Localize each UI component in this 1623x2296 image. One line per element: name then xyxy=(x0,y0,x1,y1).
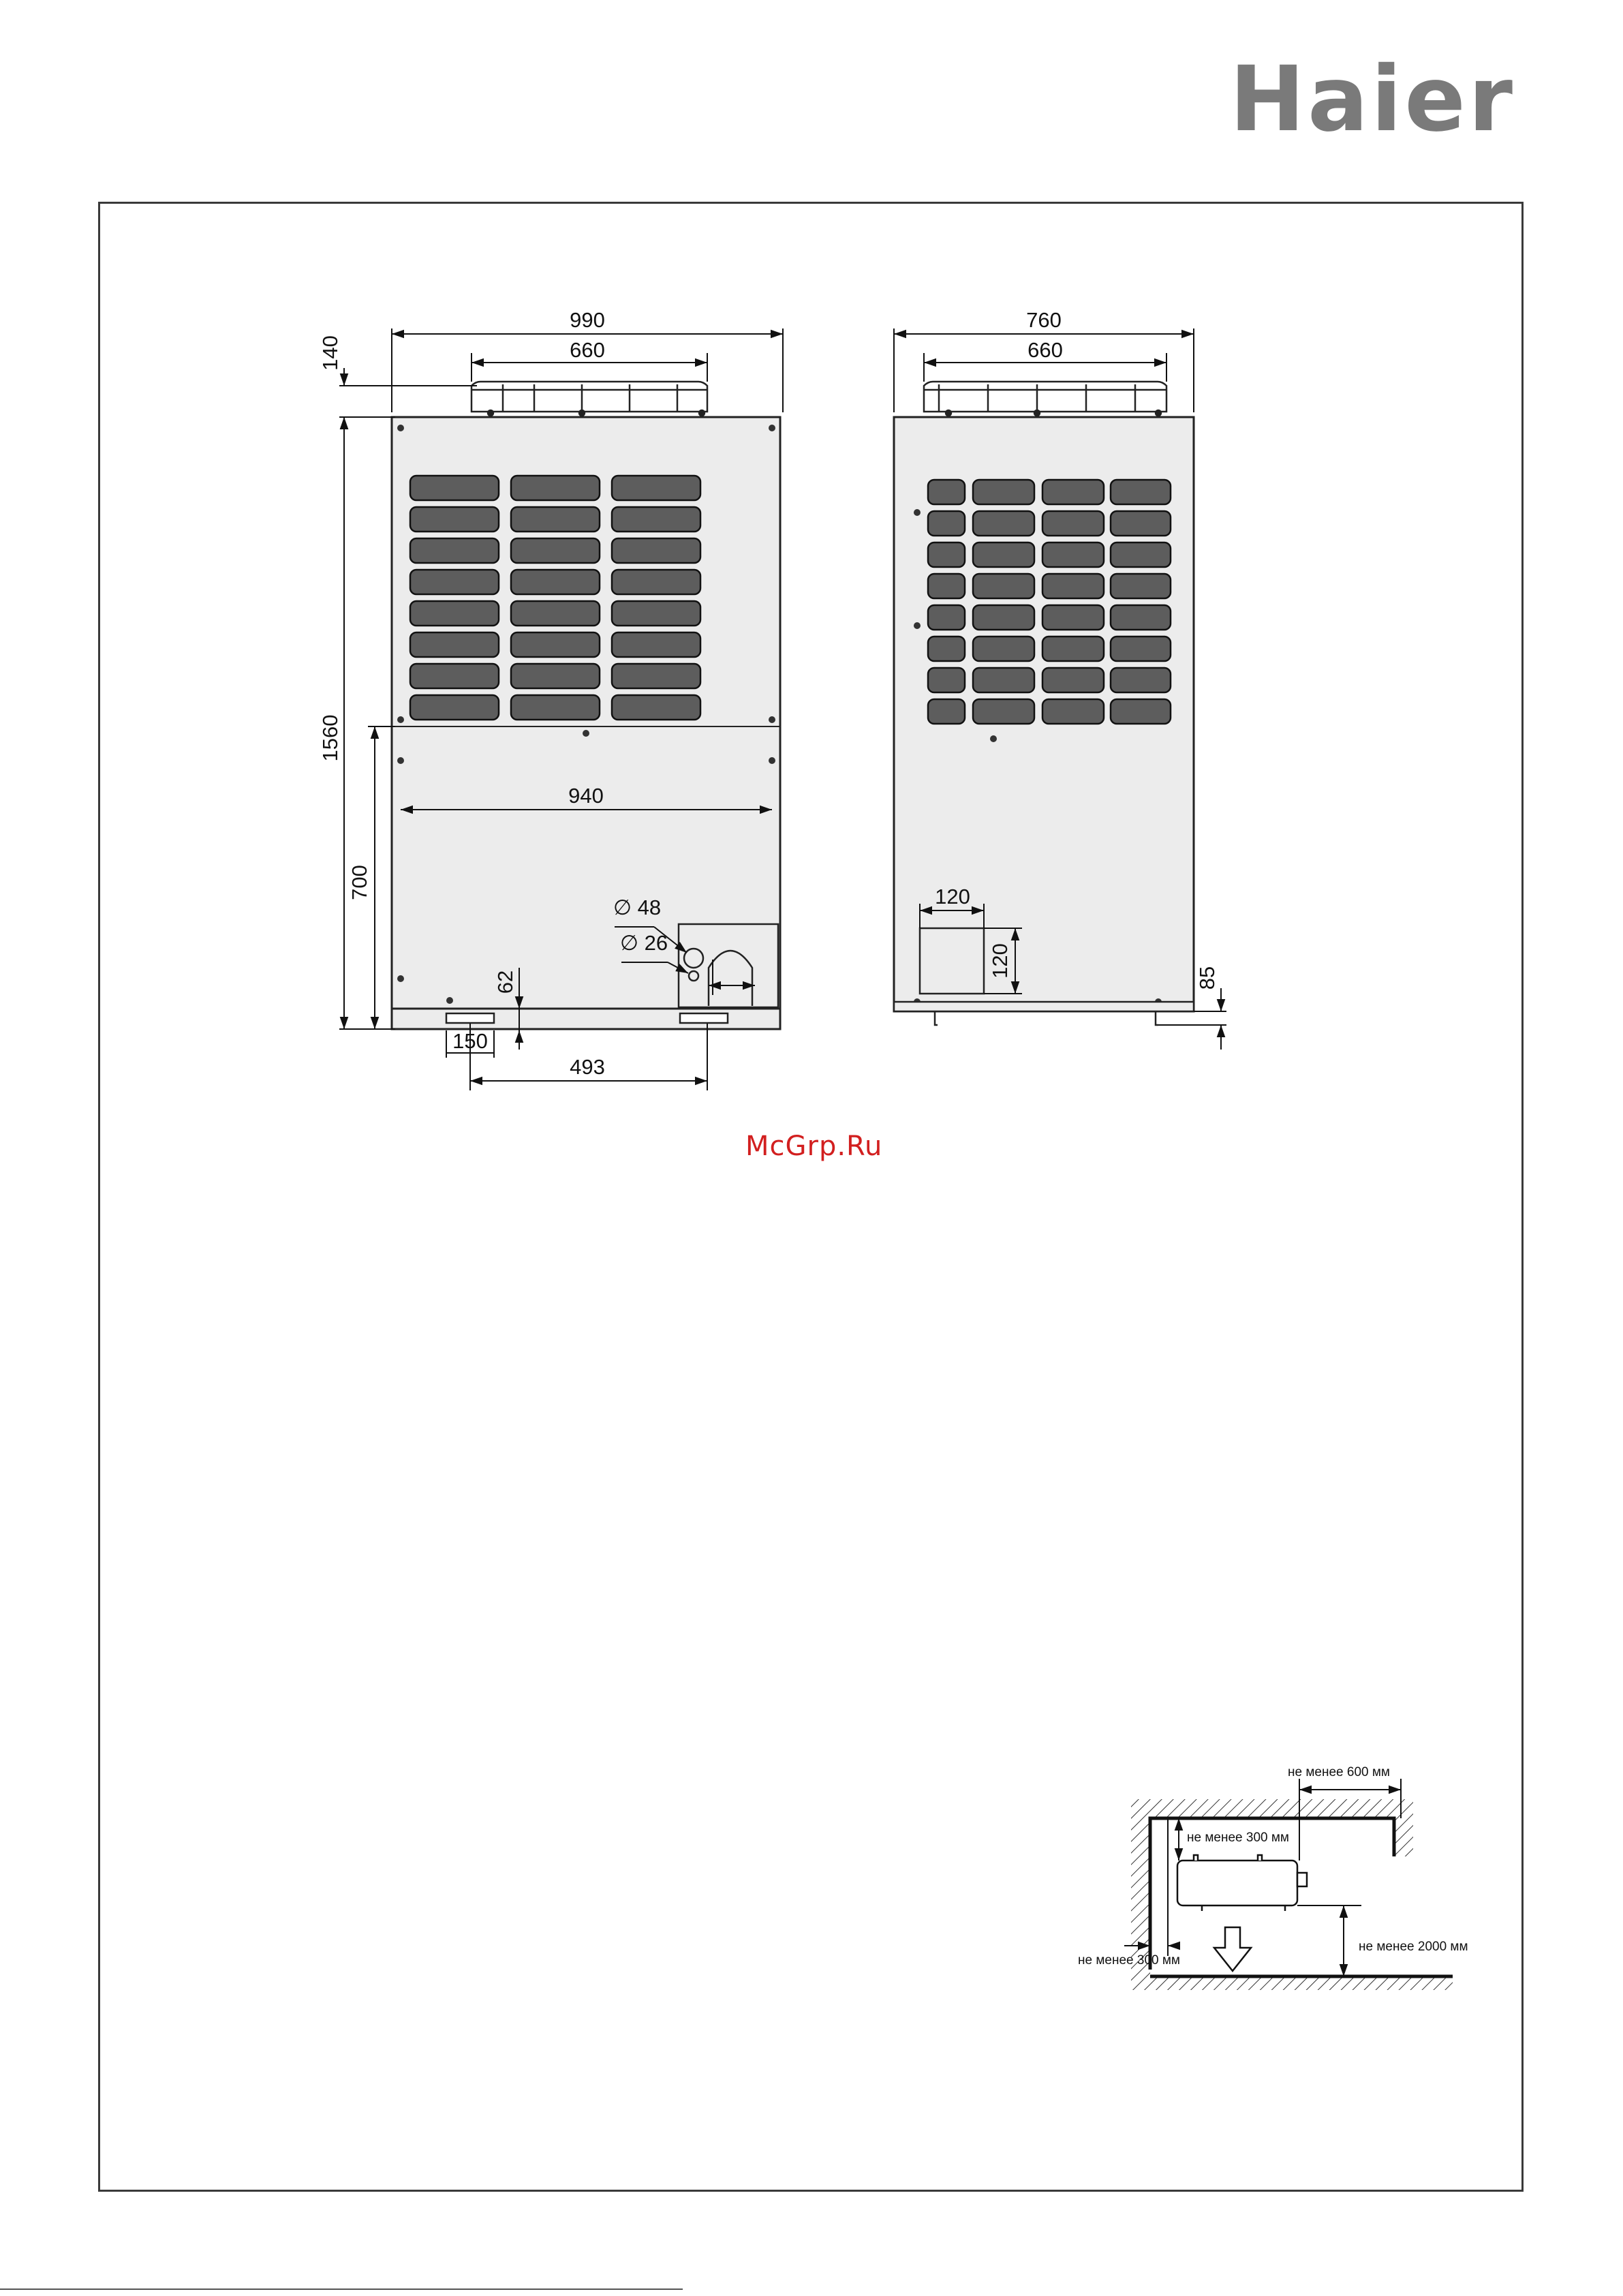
side-access-box xyxy=(920,928,984,994)
grille-slot xyxy=(612,570,700,594)
grille-slot xyxy=(928,605,965,630)
grille-slot xyxy=(973,605,1034,630)
grille-slot xyxy=(410,664,499,688)
side-view xyxy=(894,308,1226,1050)
airflow-arrow-icon xyxy=(1214,1927,1251,1971)
grille-slot xyxy=(1042,668,1104,692)
grille-slot xyxy=(612,601,700,626)
grille-slot xyxy=(511,538,600,563)
grille-slot xyxy=(1042,511,1104,536)
grille-slot xyxy=(511,507,600,532)
grille-slot xyxy=(410,601,499,626)
grille-slot xyxy=(410,507,499,532)
dim-side-fan-width: 660 xyxy=(1027,338,1063,362)
watermark: McGrp.Ru xyxy=(745,1131,883,1162)
grille-slot xyxy=(1111,574,1171,598)
grille-slot xyxy=(410,476,499,500)
front-view xyxy=(318,308,783,1090)
grille-slot xyxy=(1042,574,1104,598)
dim-foot-spacing: 493 xyxy=(570,1055,605,1079)
grille-slot xyxy=(612,664,700,688)
grille-slot xyxy=(973,480,1034,504)
clearance-floor-label: не менее 2000 мм xyxy=(1359,1940,1468,1954)
haier-logo: Haier xyxy=(1229,47,1515,152)
dim-lower-height: 700 xyxy=(347,865,371,900)
clearance-top-label: не менее 600 мм xyxy=(1288,1765,1390,1779)
clearance-side-label: не менее 300 мм xyxy=(1078,1953,1180,1968)
grille-slot xyxy=(1042,480,1104,504)
grille-slot xyxy=(1111,605,1171,630)
footer-rule xyxy=(0,2289,683,2290)
grille-slot xyxy=(928,480,965,504)
grille-slot xyxy=(1111,511,1171,536)
grille-slot xyxy=(928,699,965,724)
clearance-rear-label: не менее 300 мм xyxy=(1187,1831,1289,1845)
grille-slot xyxy=(511,570,600,594)
grille-slot xyxy=(1042,637,1104,661)
dim-overall-width: 990 xyxy=(570,308,605,332)
grille-slot xyxy=(511,601,600,626)
grille-slot xyxy=(410,632,499,657)
dim-foot-width: 150 xyxy=(452,1029,488,1053)
grille-slot xyxy=(928,511,965,536)
side-base xyxy=(894,1002,1194,1011)
grille-slot xyxy=(973,511,1034,536)
service-panel xyxy=(679,924,778,1007)
grille-slot xyxy=(612,632,700,657)
grille-slot xyxy=(973,637,1034,661)
dim-fan-width: 660 xyxy=(570,338,605,362)
dim-base-height: 62 xyxy=(493,970,517,994)
dim-fan-height: 140 xyxy=(318,335,342,371)
dim-side-base-height: 85 xyxy=(1195,966,1219,990)
grille-slot xyxy=(612,538,700,563)
grille-slot xyxy=(1111,668,1171,692)
grille-slot xyxy=(1111,637,1171,661)
grille-slot xyxy=(928,574,965,598)
grille-slot xyxy=(973,668,1034,692)
grille-slot xyxy=(612,507,700,532)
grille-slot xyxy=(928,668,965,692)
grille-slot xyxy=(612,476,700,500)
dim-inner-width: 940 xyxy=(568,784,604,808)
grille-slot xyxy=(1111,542,1171,567)
clearance-diagram xyxy=(1078,1765,1468,1990)
grille-slot xyxy=(973,542,1034,567)
front-fan-guard xyxy=(472,382,707,416)
grille-slot xyxy=(410,695,499,720)
grille-slot xyxy=(1042,542,1104,567)
grille-slot xyxy=(511,632,600,657)
grille-slot xyxy=(928,637,965,661)
dim-pipe-small: ∅ 26 xyxy=(620,931,668,955)
grille-slot xyxy=(1042,699,1104,724)
grille-slot xyxy=(928,542,965,567)
grille-slot xyxy=(511,695,600,720)
dim-box-height: 120 xyxy=(988,943,1012,979)
grille-slot xyxy=(511,476,600,500)
side-fan-guard xyxy=(924,382,1166,416)
grille-slot xyxy=(1111,480,1171,504)
dim-side-overall-width: 760 xyxy=(1026,308,1062,332)
grille-slot xyxy=(1111,699,1171,724)
dim-total-height: 1560 xyxy=(318,714,342,762)
dim-box-width: 120 xyxy=(935,885,970,908)
dim-pipe-large: ∅ 48 xyxy=(613,896,662,919)
grille-slot xyxy=(973,699,1034,724)
indoor-unit-icon xyxy=(1177,1855,1307,1911)
grille-slot xyxy=(1042,605,1104,630)
grille-slot xyxy=(973,574,1034,598)
grille-slot xyxy=(410,538,499,563)
grille-slot xyxy=(410,570,499,594)
grille-slot xyxy=(511,664,600,688)
grille-slot xyxy=(612,695,700,720)
